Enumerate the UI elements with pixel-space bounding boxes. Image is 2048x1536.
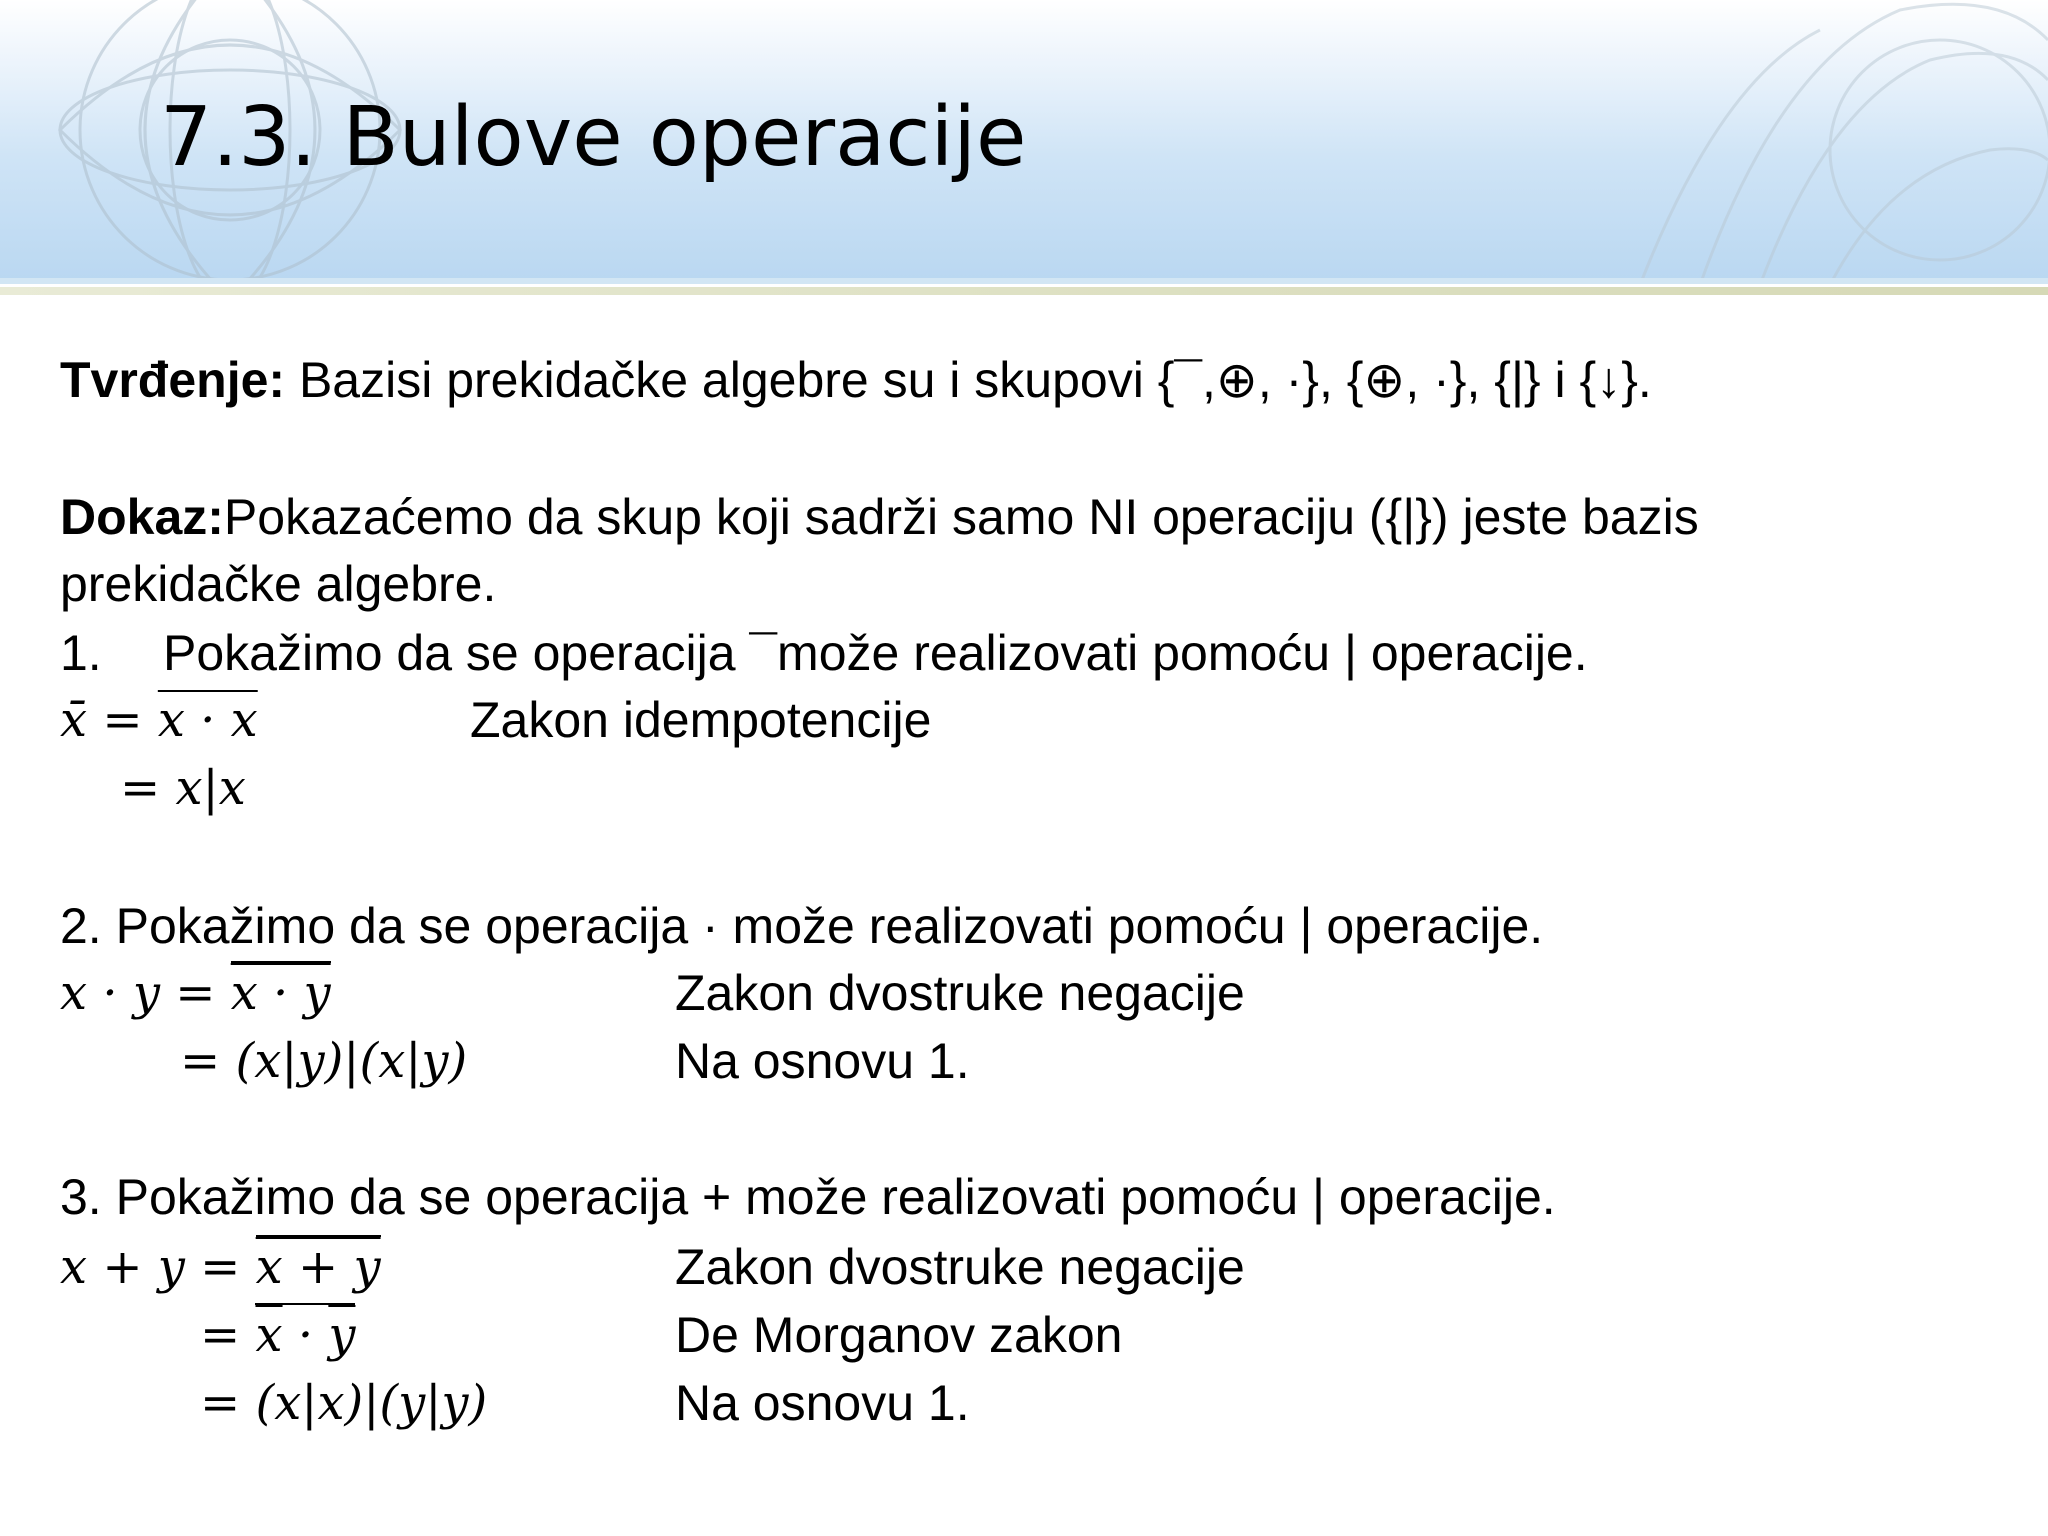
header-divider-accent (0, 287, 2048, 295)
step2-eq1 (60, 963, 331, 1023)
slide-title: 7.3. Bulove operacije (160, 90, 1027, 185)
step2-eq1-reason: Zakon dvostruke negacije (675, 965, 1245, 1021)
step3-eq1-reason: Zakon dvostruke negacije (675, 1239, 1245, 1295)
step3-eq1-lhs: x + y = (60, 1239, 256, 1295)
step2-text: 2. Pokažimo da se operacija · može realizovati pomoću | operacije. (60, 898, 1544, 954)
step1-eq1-reason: Zakon idempotencije (470, 692, 932, 748)
step3-eq2-dot: · (282, 1307, 329, 1363)
step1-number: 1. (60, 625, 102, 681)
proof-line-1 (60, 487, 1699, 547)
statement-line (60, 350, 1652, 410)
step3-eq1-rhs-outer-bar (256, 1235, 381, 1295)
step3-eq3-reason: Na osnovu 1. (675, 1375, 970, 1431)
step3-eq1 (60, 1237, 381, 1297)
step3-eq2-x: $\overline{x}$ (255, 1307, 283, 1363)
step3-text: 3. Pokažimo da se operacija + može realizovati pomoću | operacije. (60, 1169, 1556, 1225)
step1-eq2: = x|x (120, 760, 246, 816)
step3-eq2-outer-bar (255, 1303, 355, 1363)
step3-eq2-reason: De Morganov zakon (675, 1307, 1123, 1363)
step1-eq1 (60, 690, 258, 750)
slide-header (0, 0, 2048, 285)
statement-label: Tvrđenje: (60, 352, 286, 408)
step3-eq2 (200, 1305, 355, 1365)
step3-eq2-y: $\overline{y}$ (328, 1307, 356, 1363)
proof-text-line-2: prekidačke algebre. (60, 556, 497, 612)
step3-eq2-prefix: = (200, 1307, 256, 1363)
step2-eq2-reason: Na osnovu 1. (675, 1033, 970, 1089)
proof-text-line-1: Pokazaćemo da skup koji sadrži samo NI operaciju ({|}) jeste bazis (223, 489, 1699, 545)
statement-text: Bazisi prekidačke algebre su i skupovi {¯,⊕, ·}, {⊕, ·}, {|} i {↓}. (285, 352, 1652, 408)
step2-eq1-rhs-outer-bar (231, 961, 331, 1021)
step3-eq3: = (x|x)|(y|y) (200, 1375, 488, 1431)
step3-eq1-rhs: x + y (255, 1239, 381, 1295)
step2-eq1-rhs: x · y (230, 965, 331, 1021)
proof-label: Dokaz: (60, 489, 224, 545)
step2-eq1-lhs: x · y = (60, 965, 231, 1021)
step1-eq1-rhs: x · x (157, 692, 258, 748)
step2-eq2: = (x|y)|(x|y) (180, 1033, 468, 1089)
step1-text: Pokažimo da se operacija ¯može realizovati pomoću | operacije. (163, 625, 1588, 681)
step1-eq1-lhs: x̄ = (60, 692, 158, 748)
